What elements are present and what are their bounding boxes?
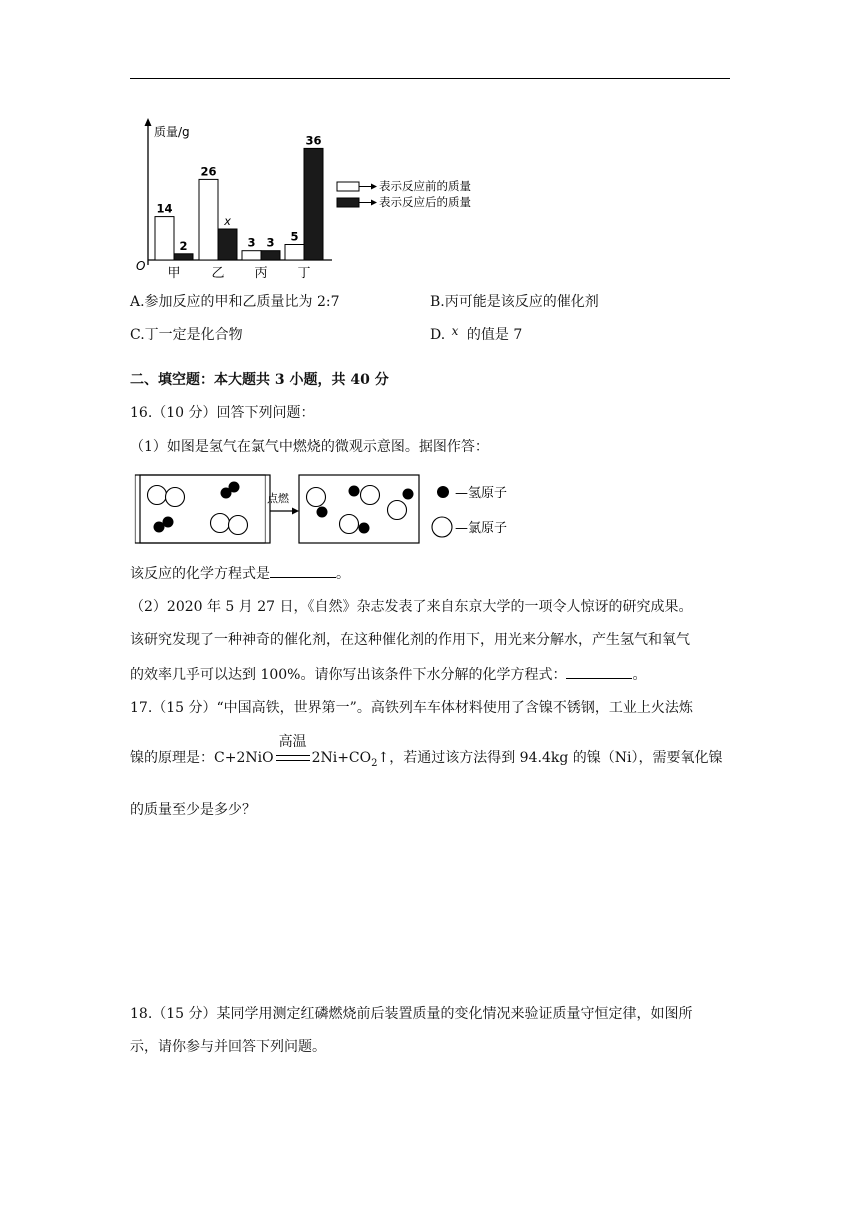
answer-blank[interactable] <box>566 664 632 679</box>
cl2-molecule <box>148 486 185 507</box>
q17-line2-suffix: ，若通过该方法得到 94.4kg 的镍（Ni），需要氧化镍 <box>389 750 723 766</box>
q18-line1: 18.（15 分）某同学用测定红磷燃烧前后装置质量的变化情况来验证质量守恒定律，如图所 <box>130 1006 693 1022</box>
bar-before-0 <box>155 217 174 260</box>
q16-part1-answer <box>130 563 350 584</box>
section-heading: 二、填空题：本大题共 3 小题，共 40 分 <box>130 372 389 388</box>
option-d <box>430 325 522 345</box>
legend-hydrogen-label: —氢原子 <box>455 486 508 501</box>
header-rule <box>130 78 730 79</box>
y-axis-label: 质量/g <box>154 125 190 139</box>
equation-reactants: C+2NiO <box>214 750 274 766</box>
subscript: 2 <box>371 757 378 769</box>
hcl-molecule <box>340 515 370 534</box>
answer-blank[interactable] <box>270 563 336 578</box>
answer-period: 。 <box>632 667 647 683</box>
legend-hydrogen-symbol <box>437 486 449 498</box>
data-label-before-1: 26 <box>200 164 217 179</box>
data-label-before-0: 14 <box>156 201 173 216</box>
reaction-condition: 点燃 <box>267 492 289 505</box>
reactants-box-frame <box>140 475 270 543</box>
q17-equation-line <box>130 734 723 774</box>
option-c: C.丁一定是化合物 <box>130 327 243 343</box>
q16-part2-line3 <box>130 664 646 685</box>
hcl-molecule <box>307 488 328 518</box>
double-line-sign <box>276 755 310 761</box>
category-label-3: 丁 <box>297 266 311 281</box>
legend-chlorine-symbol <box>432 517 452 537</box>
bar-before-3 <box>285 245 304 261</box>
option-d-suffix: 的值是 7 <box>466 327 523 343</box>
y-axis-arrow <box>145 118 152 126</box>
q16-stem: 16.（10 分）回答下列问题： <box>130 405 315 421</box>
category-label-0: 甲 <box>167 266 181 281</box>
data-label-after-0: 2 <box>179 238 188 253</box>
option-d-prefix: D. <box>430 327 446 343</box>
equation-prompt: 镍的原理是： <box>130 750 214 766</box>
q16-part1: （1）如图是氢气在氯气中燃烧的微观示意图。据图作答： <box>130 439 489 455</box>
q18-line2: 示，请你参与并回答下列问题。 <box>130 1039 326 1055</box>
mass-bar-chart <box>130 110 530 285</box>
data-label-after-3: 36 <box>305 133 322 148</box>
gas-arrow: ↑ <box>377 750 390 766</box>
condition-label: 高温 <box>278 734 307 750</box>
bar-after-0 <box>174 254 193 260</box>
q17-line1: 17.（15 分）“中国高铁，世界第一”。高铁列车车体材料使用了含镍不锈钢，工业上火法炼 <box>130 700 693 716</box>
q16-part2-line1: （2）2020 年 5 月 27 日，《自然》杂志发表了来自东京大学的一项令人惊讶的研究成果。 <box>130 599 693 615</box>
hcl-molecule <box>349 486 380 505</box>
bar-after-3 <box>304 148 323 260</box>
data-label-after-2: 3 <box>266 235 275 250</box>
equation-products: 2Ni+CO <box>311 750 372 766</box>
origin-label: O <box>136 259 146 273</box>
bar-after-2 <box>261 251 280 260</box>
data-label-before-2: 3 <box>247 235 256 250</box>
legend-label-before: 表示反应前的质量 <box>379 179 471 193</box>
category-label-1: 乙 <box>211 266 225 281</box>
answer-prompt: 的效率几乎可以达到 100%。请你写出该条件下水分解的化学方程式： <box>130 667 567 683</box>
legend-label-after: 表示反应后的质量 <box>379 195 471 209</box>
reaction-micro-diagram <box>130 470 530 550</box>
legend <box>337 179 471 209</box>
reactants-box <box>135 475 265 543</box>
bar-after-1 <box>218 229 237 260</box>
bar-before-2 <box>242 251 261 260</box>
answer-prompt: 该反应的化学方程式是 <box>130 566 270 582</box>
legend-swatch-after <box>337 198 359 207</box>
q16-part2-line2: 该研究发现了一种神奇的催化剂，在这种催化剂的作用下，用光来分解水，产生氢气和氧气 <box>130 632 690 648</box>
option-d-var: x <box>451 324 459 338</box>
answer-period: 。 <box>336 566 350 582</box>
hcl-molecule <box>388 489 414 520</box>
option-a: A.参加反应的甲和乙质量比为 2:7 <box>130 294 340 310</box>
legend-chlorine-label: —氯原子 <box>455 521 508 536</box>
data-label-after-1: x <box>224 214 231 228</box>
h2-molecule <box>154 517 174 533</box>
equation-condition <box>274 734 312 768</box>
q17-line3: 的质量至少是多少？ <box>130 802 256 818</box>
h2-molecule <box>221 482 240 499</box>
legend-swatch-before <box>337 182 359 191</box>
data-label-before-3: 5 <box>290 229 299 244</box>
category-label-2: 丙 <box>254 266 268 281</box>
option-b: B.丙可能是该反应的催化剂 <box>430 294 599 310</box>
cl2-molecule <box>211 514 248 535</box>
bar-before-1 <box>199 179 218 260</box>
